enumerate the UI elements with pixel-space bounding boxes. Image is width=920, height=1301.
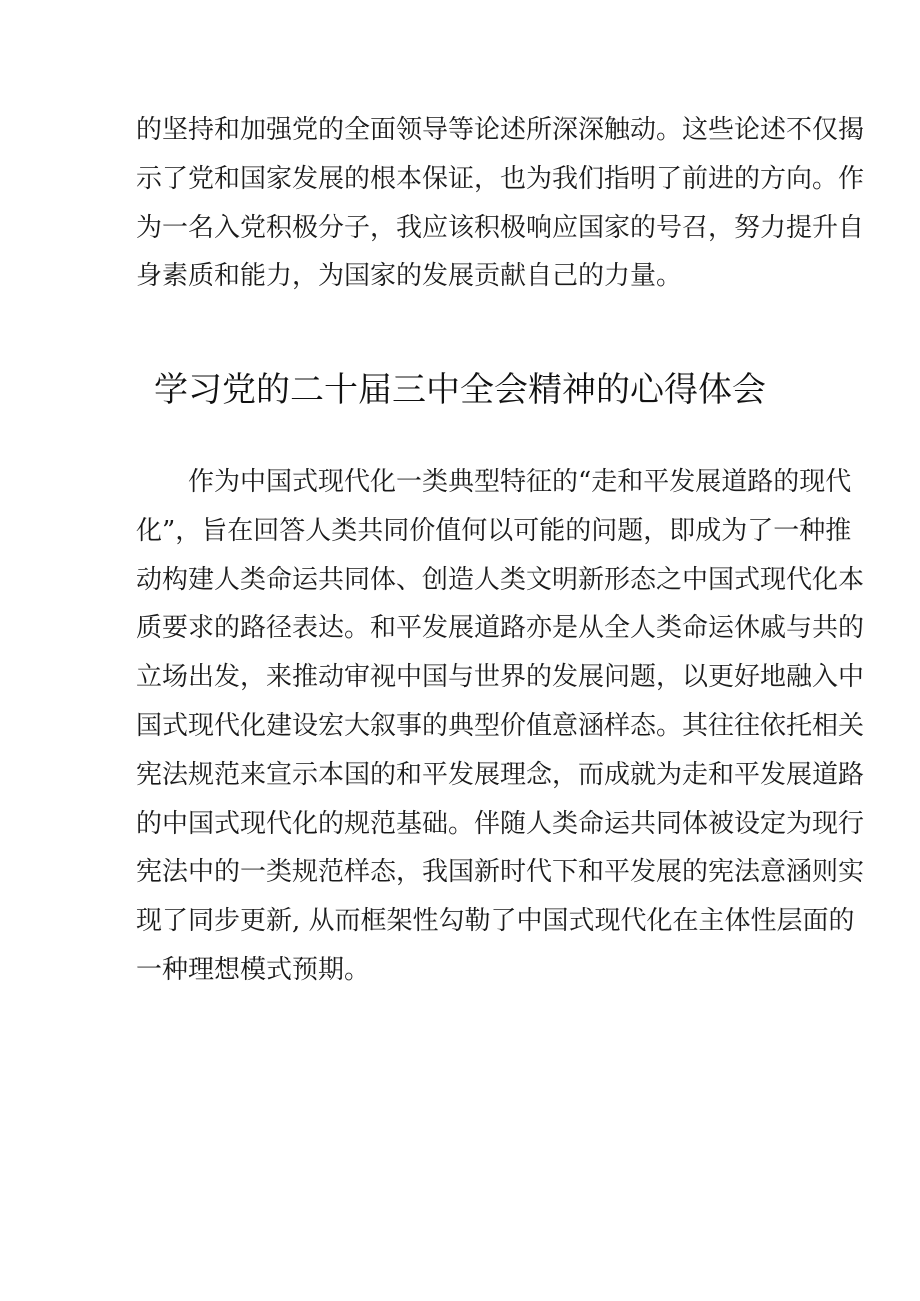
text-line: 示了党和国家发展的根本保证，也为我们指明了前进的方向。作 [136, 163, 865, 194]
text-line: 的中国式现代化的规范基础。伴随人类命运共同体被设定为现行 [136, 808, 865, 839]
text-line: 的坚持和加强党的全面领导等论述所深深触动。这些论述不仅揭 [136, 115, 865, 145]
text-line: 宪法中的一类规范样态，我国新时代下和平发展的宪法意涵则实 [136, 857, 865, 888]
text-line: 宪法规范来宣示本国的和平发展理念，而成就为走和平发展道路 [136, 759, 865, 790]
text-line: 身素质和能力，为国家的发展贡献自己的力量。 [136, 261, 683, 292]
text-line: 作为中国式现代化一类典型特征的“走和平发展道路的现代 [136, 467, 852, 497]
text-line: 化”，旨在回答人类共同价值何以可能的问题，即成为了一种推 [136, 515, 852, 546]
text-line: 国式现代化建设宏大叙事的典型价值意涵样态。其往往依托相关 [136, 710, 865, 741]
section-title: 学习党的二十届三中全会精神的心得体会 [154, 370, 766, 410]
text-line: 为一名入党积极分子，我应该积极响应国家的号召，努力提升自 [136, 212, 865, 243]
intro-paragraph [136, 106, 865, 301]
text-line: 动构建人类命运共同体、创造人类文明新形态之中国式现代化本 [136, 564, 865, 595]
text-line: 质要求的路径表达。和平发展道路亦是从全人类命运休戚与共的 [136, 613, 865, 644]
body-paragraph [136, 458, 865, 995]
text-line: 一种理想模式预期。 [136, 954, 371, 985]
text-line: 立场出发，来推动审视中国与世界的发展问题，以更好地融入中 [136, 662, 865, 693]
text-line: 现了同步更新, 从而框架性勾勒了中国式现代化在主体性层面的 [136, 906, 855, 937]
